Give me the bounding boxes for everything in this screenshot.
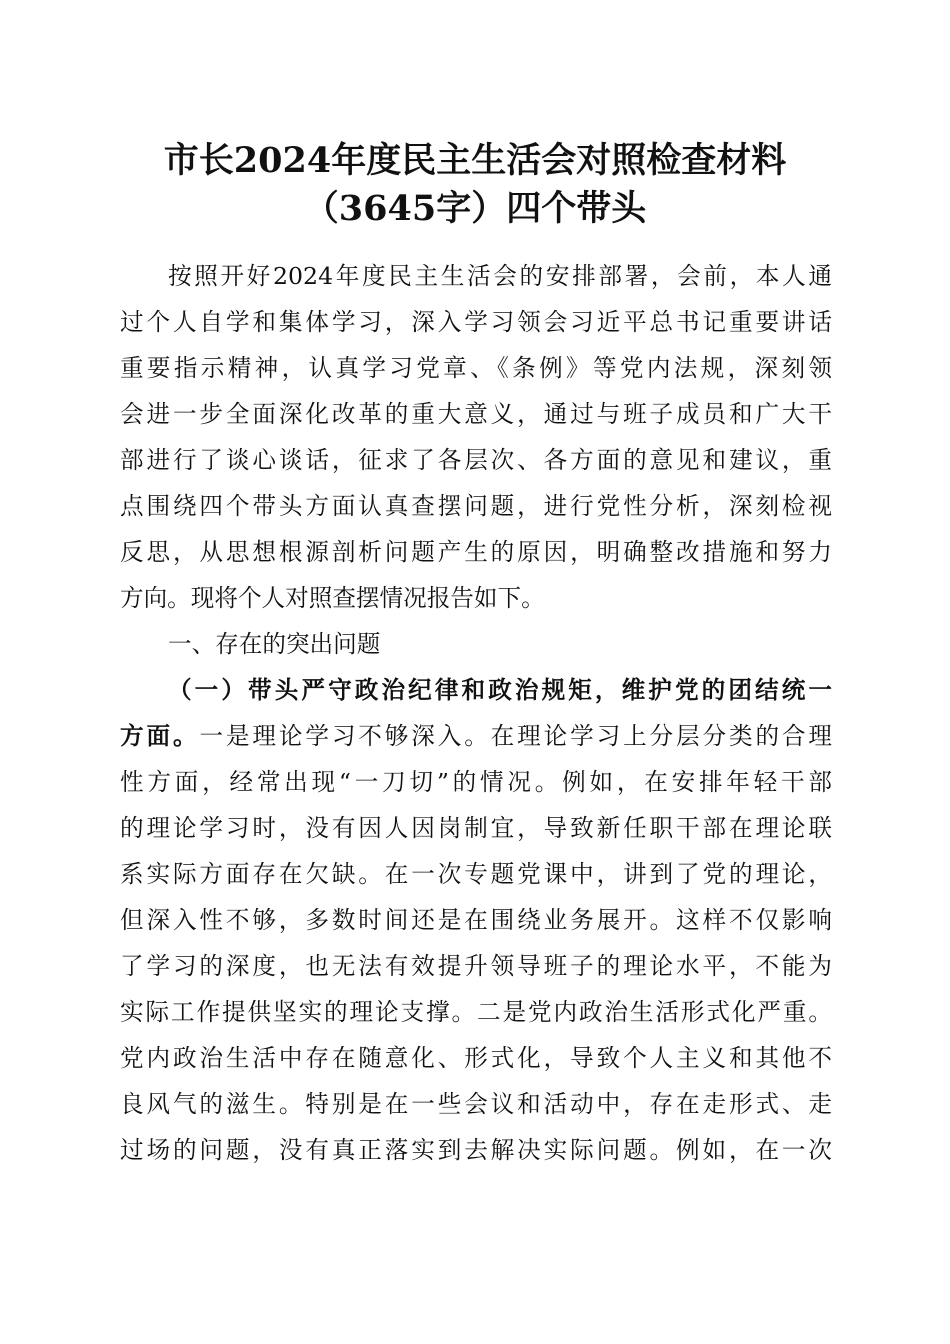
subsection-line: 党内政治生活中存在随意化、形式化，导致个人主义和其他不	[120, 1044, 832, 1072]
intro-line: 按照开好2024年度民主生活会的安排部署，会前，本人通	[168, 262, 832, 290]
intro-line: 会进一步全面深化改革的重大意义，通过与班子成员和广大干	[120, 400, 832, 428]
document-title-line-1: 市长2024年度民主生活会对照检查材料	[163, 140, 787, 181]
document-body	[120, 253, 832, 1173]
subsection-line: 但深入性不够，多数时间还是在围绕业务展开。这样不仅影响	[120, 906, 832, 934]
intro-line: 部进行了谈心谈话，征求了各层次、各方面的意见和建议，重	[120, 446, 832, 474]
subsection-heading: （一）带头严守政治纪律和政治规矩，维护党的团结统一	[168, 676, 832, 704]
intro-line: 过个人自学和集体学习，深入学习领会习近平总书记重要讲话	[120, 308, 832, 336]
subsection-line: 的理论学习时，没有因人因岗制宜，导致新任职干部在理论联	[120, 814, 832, 842]
subsection-line: 系实际方面存在欠缺。在一次专题党课中，讲到了党的理论，	[120, 860, 832, 888]
intro-line: 点围绕四个带头方面认真查摆问题，进行党性分析，深刻检视	[120, 492, 832, 520]
subsection-line	[120, 713, 832, 759]
subsection-line: 了学习的深度，也无法有效提升领导班子的理论水平，不能为	[120, 952, 832, 980]
document-title-line-2: （3645字）四个带头	[303, 188, 647, 229]
subsection-text: 一是理论学习不够深入。在理论学习上分层分类的合理	[199, 722, 833, 750]
section-heading: 一、存在的突出问题	[168, 630, 381, 658]
intro-line: 反思，从思想根源剖析问题产生的原因，明确整改措施和努力	[120, 538, 832, 566]
intro-line: 重要指示精神，认真学习党章、《条例》等党内法规，深刻领	[120, 354, 832, 382]
subsection-heading-end: 方面。	[120, 722, 200, 750]
subsection-line: 过场的问题，没有真正落实到去解决实际问题。例如，在一次	[120, 1136, 832, 1164]
subsection-line: 良风气的滋生。特别是在一些会议和活动中，存在走形式、走	[120, 1090, 832, 1118]
subsection-line: 性方面，经常出现“一刀切”的情况。例如，在安排年轻干部	[120, 768, 832, 796]
intro-line: 方向。现将个人对照查摆情况报告如下。	[120, 584, 545, 612]
subsection-line: 实际工作提供坚实的理论支撑。二是党内政治生活形式化严重。	[120, 998, 832, 1026]
